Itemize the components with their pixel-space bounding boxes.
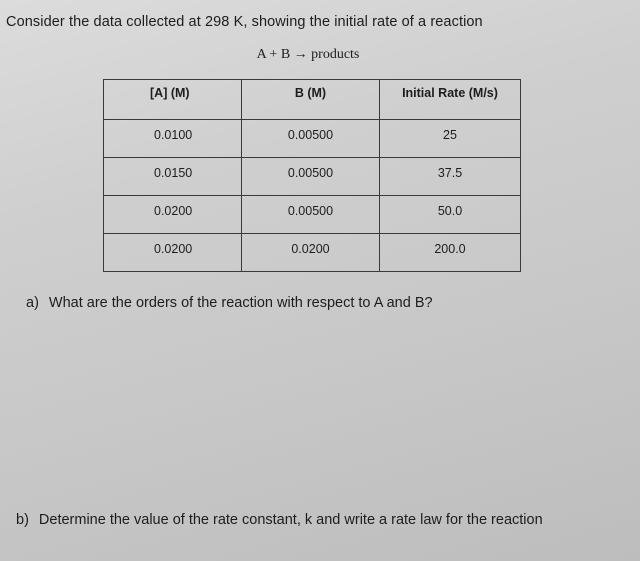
question-b-text: Determine the value of the rate constant, k and write a rate law for the reaction xyxy=(38,512,543,528)
header-concentration-b: B (M) xyxy=(241,80,379,120)
question-a xyxy=(26,295,433,311)
cell-concentration-b: 0.0200 xyxy=(241,234,379,272)
cell-initial-rate: 50.0 xyxy=(379,196,520,234)
question-b xyxy=(16,512,543,528)
cell-concentration-a: 0.0150 xyxy=(104,158,242,196)
cell-initial-rate: 200.0 xyxy=(379,234,520,272)
cell-concentration-a: 0.0200 xyxy=(104,234,242,272)
problem-intro: Consider the data collected at 298 K, showing the initial rate of a reaction xyxy=(6,14,483,30)
question-b-tag: b) xyxy=(16,512,29,528)
cell-concentration-b: 0.00500 xyxy=(241,120,379,158)
header-concentration-a: [A] (M) xyxy=(104,80,242,120)
table-row xyxy=(104,234,521,272)
header-initial-rate: Initial Rate (M/s) xyxy=(379,80,520,120)
question-a-tag: a) xyxy=(26,295,39,311)
cell-concentration-b: 0.00500 xyxy=(241,158,379,196)
cell-concentration-b: 0.00500 xyxy=(241,196,379,234)
question-a-text: What are the orders of the reaction with respect to A and B? xyxy=(48,295,433,311)
cell-initial-rate: 25 xyxy=(379,120,520,158)
cell-initial-rate: 37.5 xyxy=(379,158,520,196)
table-row xyxy=(104,158,521,196)
cell-concentration-a: 0.0100 xyxy=(104,120,242,158)
table-row xyxy=(104,120,521,158)
rate-data-table xyxy=(103,79,521,272)
cell-concentration-a: 0.0200 xyxy=(104,196,242,234)
table-row xyxy=(104,196,521,234)
reaction-equation: A + B → products xyxy=(256,47,360,62)
table-header-row xyxy=(104,80,521,120)
